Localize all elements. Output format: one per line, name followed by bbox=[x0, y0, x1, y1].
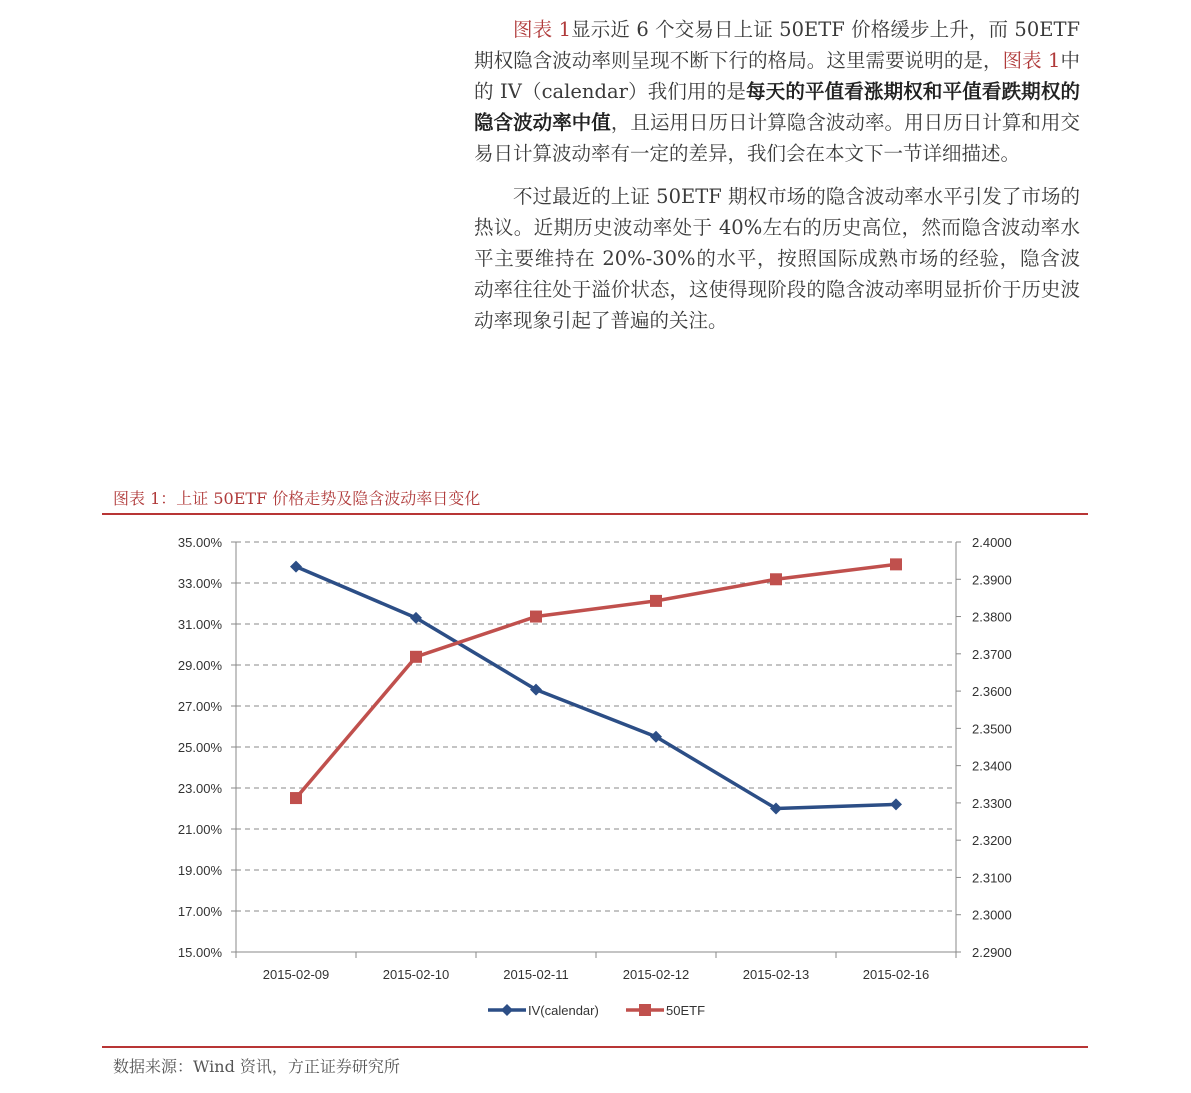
paragraph-text: 显示近 6 个交易日上证 50ETF 价格缓步上升，而 50ETF 期权隐含波动率则呈现不断下行的格局。这里需要说明的是， bbox=[474, 18, 1080, 72]
right-tick-label: 2.3700 bbox=[972, 646, 1012, 662]
x-tick-label: 2015-02-10 bbox=[382, 967, 450, 982]
x-tick-label: 2015-02-13 bbox=[742, 967, 810, 982]
paragraph-text: ，且运用日历日计算隐含波动率。用日历日计算和用交易日计算波动率有一定的差异，我们会在本文下一节详细描述。 bbox=[474, 111, 1080, 165]
data-point-square bbox=[410, 651, 422, 663]
chart-legend bbox=[488, 1003, 705, 1018]
left-tick-label: 21.00% bbox=[177, 822, 222, 837]
right-tick-label: 2.3000 bbox=[972, 907, 1012, 923]
paragraph-2: 不过最近的上证 50ETF 期权市场的隐含波动率水平引发了市场的热议。近期历史波动率处于 40%左右的历史高位，然而隐含波动率水平主要维持在 20%-30%的水平，按照国际成熟市场的经验，隐含波动率往往处于溢价状态，这使得现阶段的隐含波动率明显折价于历史波动率现象引起了普遍的关注。 bbox=[474, 185, 1080, 332]
data-point-diamond bbox=[290, 561, 302, 573]
right-tick-label: 2.2900 bbox=[972, 945, 1012, 960]
right-tick-label: 2.3100 bbox=[972, 870, 1012, 886]
x-tick-label: 2015-02-12 bbox=[622, 967, 690, 982]
series-iv-calendar- bbox=[290, 561, 902, 815]
right-tick-label: 2.3900 bbox=[972, 572, 1012, 588]
series-50etf bbox=[290, 558, 902, 804]
right-tick-label: 2.3500 bbox=[972, 721, 1012, 737]
data-point-square bbox=[650, 595, 662, 607]
series-line bbox=[296, 567, 896, 809]
right-tick-label: 2.3400 bbox=[972, 758, 1012, 774]
x-tick-label: 2015-02-16 bbox=[862, 967, 930, 982]
data-point-diamond bbox=[890, 798, 902, 810]
left-tick-label: 17.00% bbox=[177, 904, 222, 919]
x-tick-label: 2015-02-11 bbox=[503, 967, 569, 982]
legend-label: 50ETF bbox=[666, 1003, 706, 1018]
left-tick-label: 19.00% bbox=[177, 863, 222, 878]
data-point-square bbox=[639, 1004, 651, 1016]
figure-reference: 图表 1 bbox=[1002, 49, 1061, 72]
legend-item bbox=[626, 1003, 705, 1018]
data-source: 数据来源：Wind 资讯，方正证券研究所 bbox=[113, 1057, 400, 1076]
right-tick-label: 2.3200 bbox=[972, 833, 1012, 849]
left-tick-label: 29.00% bbox=[177, 658, 222, 673]
figure-reference: 图表 1 bbox=[513, 18, 571, 41]
grid-lines bbox=[236, 542, 956, 911]
right-tick-label: 2.4000 bbox=[972, 535, 1012, 550]
x-tick-label: 2015-02-09 bbox=[262, 967, 330, 982]
right-tick-label: 2.3300 bbox=[972, 795, 1012, 811]
axes bbox=[178, 535, 1012, 982]
emphasis-text: 每天的平值看涨期权和平值看跌期权的隐含波动率中值 bbox=[474, 80, 1080, 134]
left-tick-label: 33.00% bbox=[177, 576, 222, 591]
series-line bbox=[296, 564, 896, 798]
paragraph-text: 中的 IV（calendar）我们用的是 bbox=[474, 49, 1080, 103]
left-tick-label: 31.00% bbox=[177, 617, 222, 632]
left-tick-label: 23.00% bbox=[177, 781, 222, 796]
right-tick-label: 2.3600 bbox=[972, 684, 1012, 700]
figure-caption: 图表 1：上证 50ETF 价格走势及隐含波动率日变化 bbox=[113, 489, 481, 508]
left-tick-label: 35.00% bbox=[177, 535, 222, 550]
legend-label: IV(calendar) bbox=[528, 1003, 599, 1018]
legend-item bbox=[488, 1003, 599, 1018]
left-tick-label: 25.00% bbox=[177, 740, 222, 755]
data-point-square bbox=[770, 573, 782, 585]
data-point-square bbox=[890, 558, 902, 570]
data-point-square bbox=[290, 792, 302, 804]
right-tick-label: 2.3800 bbox=[972, 609, 1012, 625]
left-tick-label: 15.00% bbox=[177, 945, 222, 960]
data-point-diamond bbox=[501, 1004, 513, 1016]
series bbox=[290, 558, 902, 814]
data-point-square bbox=[530, 611, 542, 623]
source-divider bbox=[102, 1046, 1088, 1048]
left-tick-label: 27.00% bbox=[177, 699, 222, 714]
